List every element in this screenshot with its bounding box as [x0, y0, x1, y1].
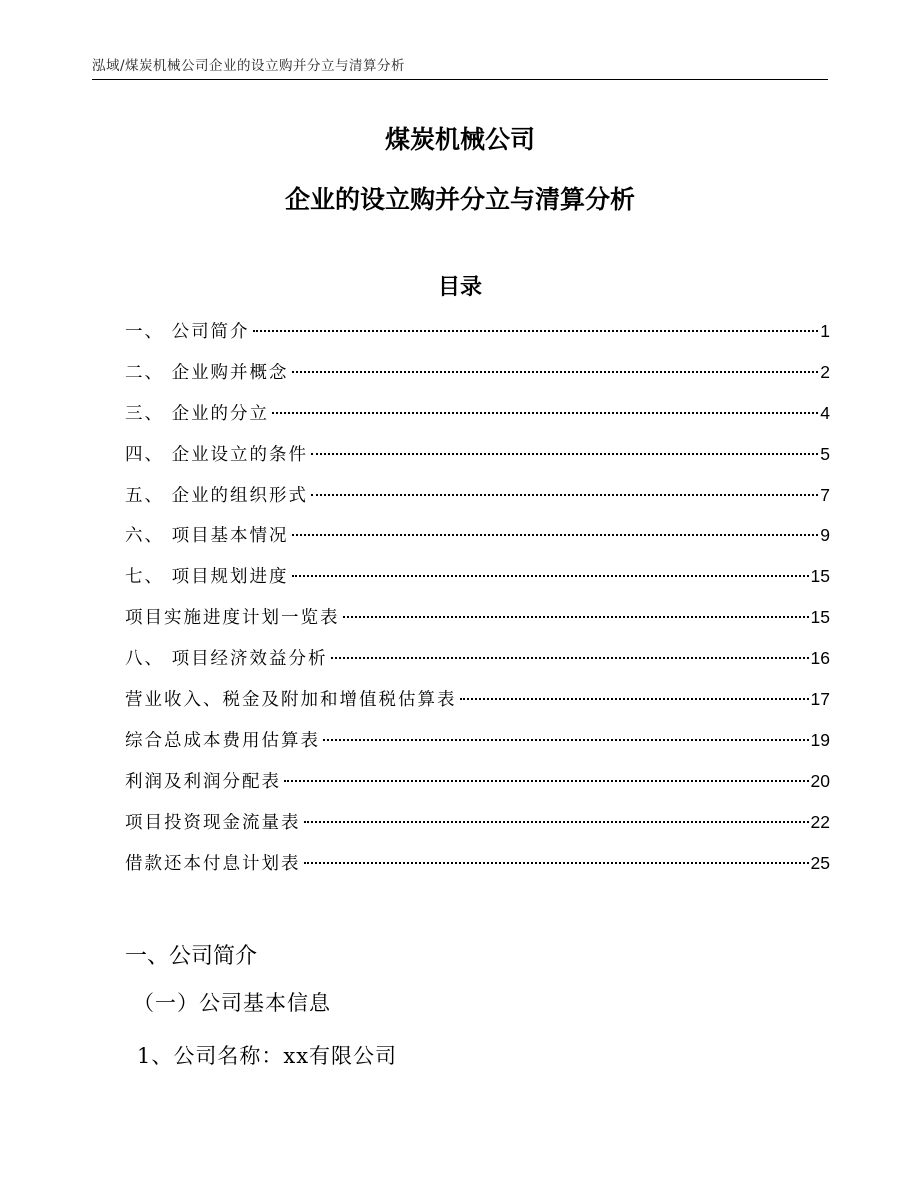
toc-entry-page: 15 [810, 566, 830, 587]
toc-entry-label: 七、 项目规划进度 [125, 567, 289, 588]
toc-dot-leader [323, 739, 809, 741]
section-heading: 一、公司简介 [125, 944, 258, 969]
toc-heading: 目录 [437, 275, 482, 300]
document-title-line-1: 煤炭机械公司 [384, 125, 535, 154]
toc-entry-page: 4 [820, 402, 830, 423]
toc-entry-page: 20 [810, 770, 830, 791]
toc-entry-page: 22 [810, 811, 830, 832]
toc-dot-leader [292, 575, 809, 577]
table-of-contents [125, 318, 830, 890]
toc-entry-page: 5 [820, 443, 830, 464]
toc-dot-leader [460, 698, 809, 700]
toc-dot-leader [331, 657, 809, 659]
toc-entry-label: 借款还本付息计划表 [125, 853, 301, 874]
header-divider [92, 79, 828, 80]
toc-entry-page: 7 [820, 484, 830, 505]
toc-entry-page: 15 [810, 607, 830, 628]
toc-entry-page: 9 [820, 525, 830, 546]
toc-dot-leader [311, 494, 818, 496]
toc-entry-page: 17 [810, 689, 830, 710]
toc-dot-leader [343, 616, 809, 618]
toc-entry-label: 六、 项目基本情况 [125, 526, 289, 547]
toc-entry-label: 利润及利润分配表 [125, 771, 281, 792]
toc-entry[interactable] [125, 563, 830, 604]
toc-entry[interactable] [125, 359, 830, 400]
toc-dot-leader [304, 862, 809, 864]
toc-entry[interactable] [125, 727, 830, 768]
toc-entry-label: 综合总成本费用估算表 [125, 730, 320, 751]
toc-entry-label: 八、 项目经济效益分析 [125, 649, 328, 670]
toc-entry[interactable] [125, 441, 830, 482]
toc-entry[interactable] [125, 604, 830, 645]
toc-entry-label: 二、 企业购并概念 [125, 362, 289, 383]
subsection-heading: （一）公司基本信息 [133, 991, 331, 1015]
toc-entry-page: 19 [810, 729, 830, 750]
toc-entry-label: 四、 企业设立的条件 [125, 444, 309, 465]
toc-entry-page: 25 [810, 852, 830, 873]
toc-dot-leader [284, 780, 809, 782]
toc-dot-leader [272, 412, 818, 414]
company-name-line: 1、公司名称：xx有限公司 [137, 1044, 398, 1068]
toc-dot-leader [253, 330, 819, 332]
toc-entry[interactable] [125, 645, 830, 686]
toc-entry-label: 一、 公司简介 [125, 322, 250, 342]
toc-dot-leader [292, 371, 819, 373]
toc-entry-page: 2 [820, 361, 830, 382]
toc-entry-label: 营业收入、税金及附加和增值税估算表 [125, 690, 457, 711]
toc-entry[interactable] [125, 482, 830, 523]
toc-entry[interactable] [125, 809, 830, 850]
toc-dot-leader [292, 534, 819, 536]
toc-entry-page: 16 [810, 648, 830, 669]
toc-entry[interactable] [125, 686, 830, 727]
toc-entry[interactable] [125, 400, 830, 441]
toc-dot-leader [311, 453, 818, 455]
document-title-line-2: 企业的设立购并分立与清算分析 [284, 185, 635, 214]
toc-entry-label: 项目实施进度计划一览表 [125, 608, 340, 629]
toc-entry-page: 1 [820, 321, 830, 341]
toc-entry[interactable] [125, 768, 830, 809]
toc-entry[interactable] [125, 850, 830, 891]
toc-entry[interactable] [125, 318, 830, 359]
toc-entry-label: 项目投资现金流量表 [125, 812, 301, 833]
running-header: 泓域/煤炭机械公司企业的设立购并分立与清算分析 [92, 58, 406, 74]
toc-entry-label: 五、 企业的组织形式 [125, 485, 309, 506]
toc-entry-label: 三、 企业的分立 [125, 403, 270, 424]
toc-dot-leader [304, 821, 809, 823]
toc-entry[interactable] [125, 522, 830, 563]
